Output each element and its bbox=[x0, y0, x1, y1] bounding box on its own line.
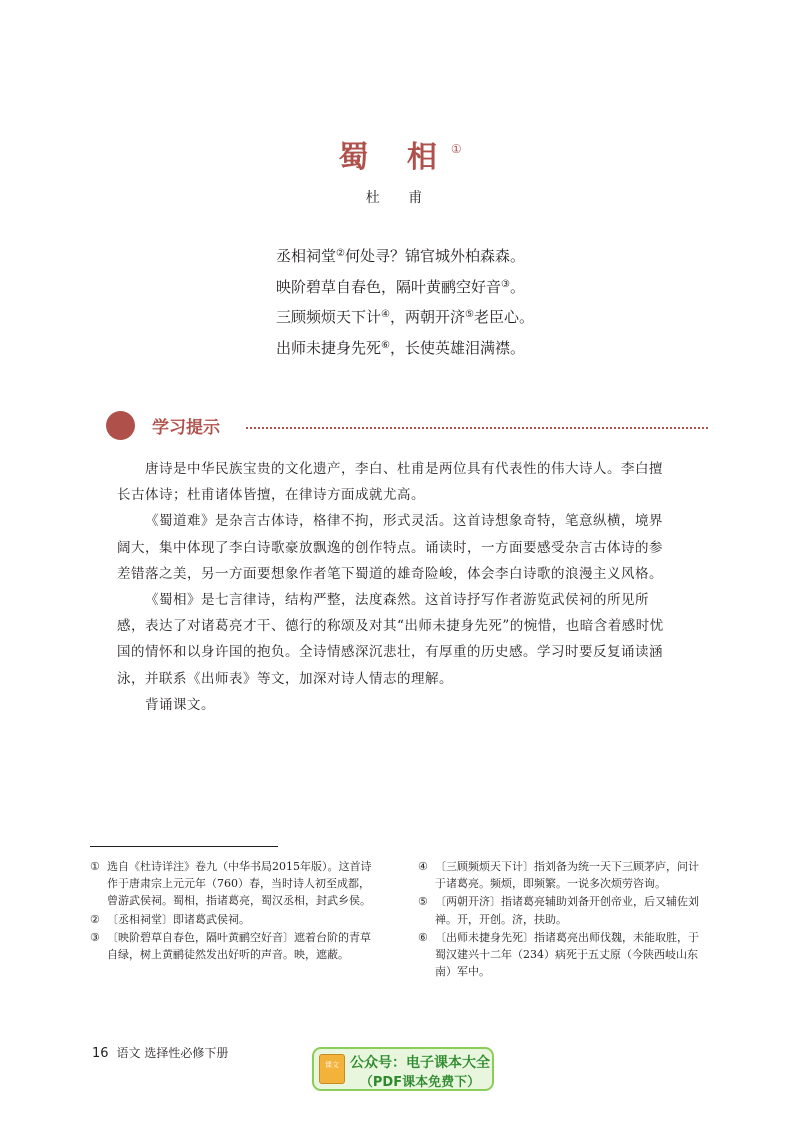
footnote: ⑥ 〔出师未捷身先死〕指诸葛亮出师伐魏，未能取胜，于蜀汉建兴十二年（234）病死于五丈原（今陕西岐山东南）军中。 bbox=[418, 930, 699, 979]
badge-line-1: 公众号：电子课本大全 bbox=[350, 1055, 490, 1071]
poem-line: 映阶碧草自春色，隔叶黄鹂空好音③。 bbox=[276, 277, 525, 296]
footnote-ref[interactable]: ② bbox=[336, 248, 345, 259]
footnote-ref[interactable]: ⑥ bbox=[381, 339, 390, 351]
tips-paragraph: 《蜀道难》是杂言古体诗，格律不拘，形式灵活。这首诗想象奇特，笔意纵横，境界阔大，集中体现了李白诗歌豪放飘逸的创作特点。诵读时，一方面要感受杂言古体诗的参差错落之美，另一方面要想象作者笔下蜀道的雄奇险峻，体会李白诗歌的浪漫主义风格。 bbox=[117, 513, 663, 582]
poem-line: 出师未捷身先死⑥，长使英雄泪满襟。 bbox=[276, 338, 525, 357]
footnote: ⑤ 〔两朝开济〕指诸葛亮辅助刘备开创帝业，后又辅佐刘禅。开，开创。济，扶助。 bbox=[418, 895, 699, 926]
poem-author: 杜 甫 bbox=[365, 190, 435, 206]
footnote: ③ 〔映阶碧草自春色，隔叶黄鹂空好音〕遮着台阶的青草自绿，树上黄鹂徒然发出好听的声音。映，遮蔽。 bbox=[90, 930, 371, 962]
poem-title: 蜀 相① bbox=[338, 140, 462, 175]
book-title: 语文 选择性必修下册 bbox=[116, 1046, 229, 1060]
badge-line-2: （PDF课本免费下） bbox=[359, 1075, 481, 1090]
tips-paragraph: 《蜀相》是七言律诗，结构严整，法度森然。这首诗抒写作者游览武侯祠的所见所感，表达了对诸葛亮才干、德行的称颂及对其“出师未捷身先死”的惋惜，也暗含着感时忧国的情怀和以身许国的抱负。全诗情感深沉悲壮，有厚重的历史感。学习时要反复诵读涵泳，并联系《出师表》等文，加深对诗人情志的理解。 bbox=[117, 592, 664, 687]
tips-paragraph: 唐诗是中华民族宝贵的文化遗产，李白、杜甫是两位具有代表性的伟大诗人。李白擅长古体诗；杜甫诸体皆擅，在律诗方面成就尤高。 bbox=[117, 461, 663, 504]
tips-paragraph: 背诵课文。 bbox=[145, 696, 215, 713]
footnote-ref[interactable]: ④ bbox=[381, 309, 390, 320]
page-footer bbox=[92, 1044, 228, 1061]
study-tips-header bbox=[106, 411, 706, 443]
footnote-ref[interactable]: ① bbox=[450, 142, 462, 156]
footnotes-left bbox=[90, 858, 376, 964]
footnote-rule bbox=[90, 846, 278, 847]
footnote: ② 〔丞相祠堂〕即诸葛武侯祠。 bbox=[90, 912, 250, 926]
footnote: ④ 〔三顾频烦天下计〕指刘备为统一天下三顾茅庐，问计于诸葛亮。频烦，即频繁。一说多次烦劳咨询。 bbox=[418, 860, 699, 891]
footnote-ref[interactable]: ⑤ bbox=[465, 309, 474, 320]
dotted-divider bbox=[246, 427, 708, 429]
section-dot-icon bbox=[106, 411, 135, 440]
poem-body bbox=[276, 240, 534, 362]
footnote-ref[interactable]: ③ bbox=[501, 278, 510, 290]
study-tips-title: 学习提示 bbox=[152, 418, 220, 438]
watermark-badge[interactable] bbox=[312, 1047, 494, 1091]
book-logo-icon: 课文 bbox=[319, 1054, 345, 1084]
footnotes-right bbox=[418, 858, 704, 981]
study-tips-body bbox=[117, 456, 672, 718]
page-number: 16 bbox=[92, 1046, 109, 1061]
poem-line: 丞相祠堂②何处寻？锦官城外柏森森。 bbox=[276, 247, 525, 265]
poem-line: 三顾频烦天下计④，两朝开济⑤老臣心。 bbox=[276, 308, 534, 326]
footnote: ① 选自《杜诗详注》卷九（中华书局2015年版）。这首诗作于唐肃宗上元元年（760）春，当时诗人初至成都，曾游武侯祠。蜀相，指诸葛亮，蜀汉丞相，封武乡侯。 bbox=[90, 860, 372, 908]
